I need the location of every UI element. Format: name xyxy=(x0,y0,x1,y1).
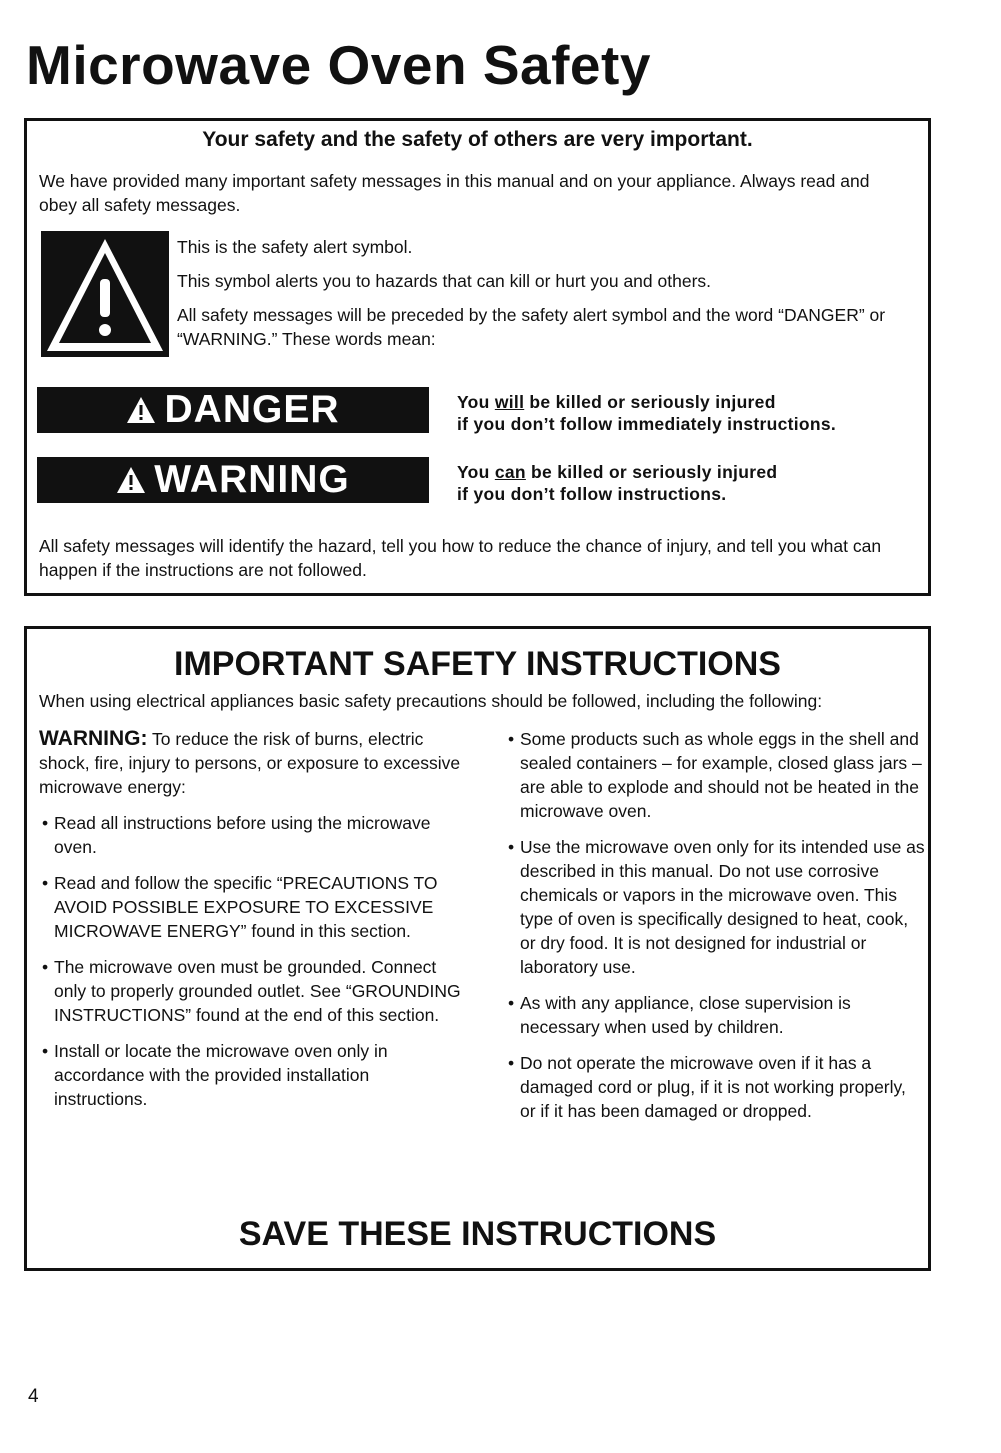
warning-desc-prefix: You xyxy=(457,462,495,482)
symbol-line: This symbol alerts you to hazards that can kill or hurt you and others. xyxy=(177,271,712,291)
important-instructions-box xyxy=(24,626,931,1271)
symbol-line: All safety messages will be preceded by the safety alert symbol and the word “DANGER” or “WARNING.” These words mean: xyxy=(177,305,886,349)
list-item: • Do not operate the microwave oven if it has a damaged cord or plug, if it is not working properly, or if it has been damaged or dropped. xyxy=(505,1051,925,1123)
safety-alert-symbol xyxy=(41,231,169,357)
safety-outro-text: All safety messages will identify the hazard, tell you how to reduce the chance of injury, and tell you what can happen if the instructions are not followed. xyxy=(39,536,882,580)
safety-heading: Your safety and the safety of others are very important. xyxy=(202,128,753,151)
danger-signal-word xyxy=(37,387,429,433)
instructions-heading: IMPORTANT SAFETY INSTRUCTIONS xyxy=(174,645,781,683)
warning-paragraph xyxy=(39,727,464,799)
warning-lead-text: To reduce the risk of burns, electric shock, fire, injury to persons, or exposure to excessive microwave energy: xyxy=(39,729,461,797)
page-title: Microwave Oven Safety xyxy=(26,34,651,96)
safety-intro-text: We have provided many important safety messages in this manual and on your appliance. Always read and obey all safety messages. xyxy=(39,171,870,215)
warning-desc-line2: if you don’t follow instructions. xyxy=(457,484,727,504)
list-item: • As with any appliance, close supervision is necessary when used by children. xyxy=(505,991,925,1039)
list-item: • Install or locate the microwave oven only in accordance with the provided installation instructions. xyxy=(39,1039,464,1111)
warning-signal-word xyxy=(37,457,429,503)
symbol-line: This is the safety alert symbol. xyxy=(177,237,413,257)
symbol-explanation xyxy=(177,235,897,361)
danger-description xyxy=(457,391,907,435)
list-item: • Some products such as whole eggs in the shell and sealed containers – for example, closed glass jars – are able to explode and should not be heated in the microwave oven. xyxy=(505,727,925,823)
warning-triangle-icon xyxy=(126,396,156,424)
danger-desc-prefix: You xyxy=(457,392,495,412)
warning-description xyxy=(457,461,907,505)
danger-desc-emphasis: will xyxy=(494,392,525,412)
danger-desc-rest: be killed or seriously injured xyxy=(524,392,776,412)
instructions-left-column xyxy=(39,727,464,1123)
warning-triangle-icon xyxy=(116,466,146,494)
safety-intro-box xyxy=(24,118,931,596)
warning-label: WARNING xyxy=(154,458,350,501)
list-item: • Read all instructions before using the microwave oven. xyxy=(39,811,464,859)
danger-desc-line2: if you don’t follow immediately instructions. xyxy=(457,414,837,434)
danger-label: DANGER xyxy=(164,388,340,431)
instructions-intro: When using electrical appliances basic safety precautions should be followed, including the following: xyxy=(39,691,823,711)
right-instruction-list xyxy=(505,727,925,1123)
left-instruction-list xyxy=(39,811,464,1111)
warning-lead-label: WARNING: xyxy=(39,727,148,750)
list-item: • Read and follow the specific “PRECAUTIONS TO AVOID POSSIBLE EXPOSURE TO EXCESSIVE MICROWAVE ENERGY” found in this section. xyxy=(39,871,464,943)
list-item: • Use the microwave oven only for its intended use as described in this manual. Do not use corrosive chemicals or vapors in the microwave oven. This type of oven is specifically designed to heat, cook, or dry food. It is not designed for industrial or laboratory use. xyxy=(505,835,925,979)
page-number: 4 xyxy=(28,1386,39,1407)
warning-desc-emphasis: can xyxy=(494,462,526,482)
instructions-right-column xyxy=(505,727,925,1135)
warning-desc-rest: be killed or seriously injured xyxy=(525,462,778,482)
warning-triangle-icon xyxy=(41,231,169,357)
list-item: • The microwave oven must be grounded. Connect only to properly grounded outlet. See “GROUNDING INSTRUCTIONS” found at the end of this section. xyxy=(39,955,464,1027)
save-instructions-footer: SAVE THESE INSTRUCTIONS xyxy=(238,1215,717,1253)
